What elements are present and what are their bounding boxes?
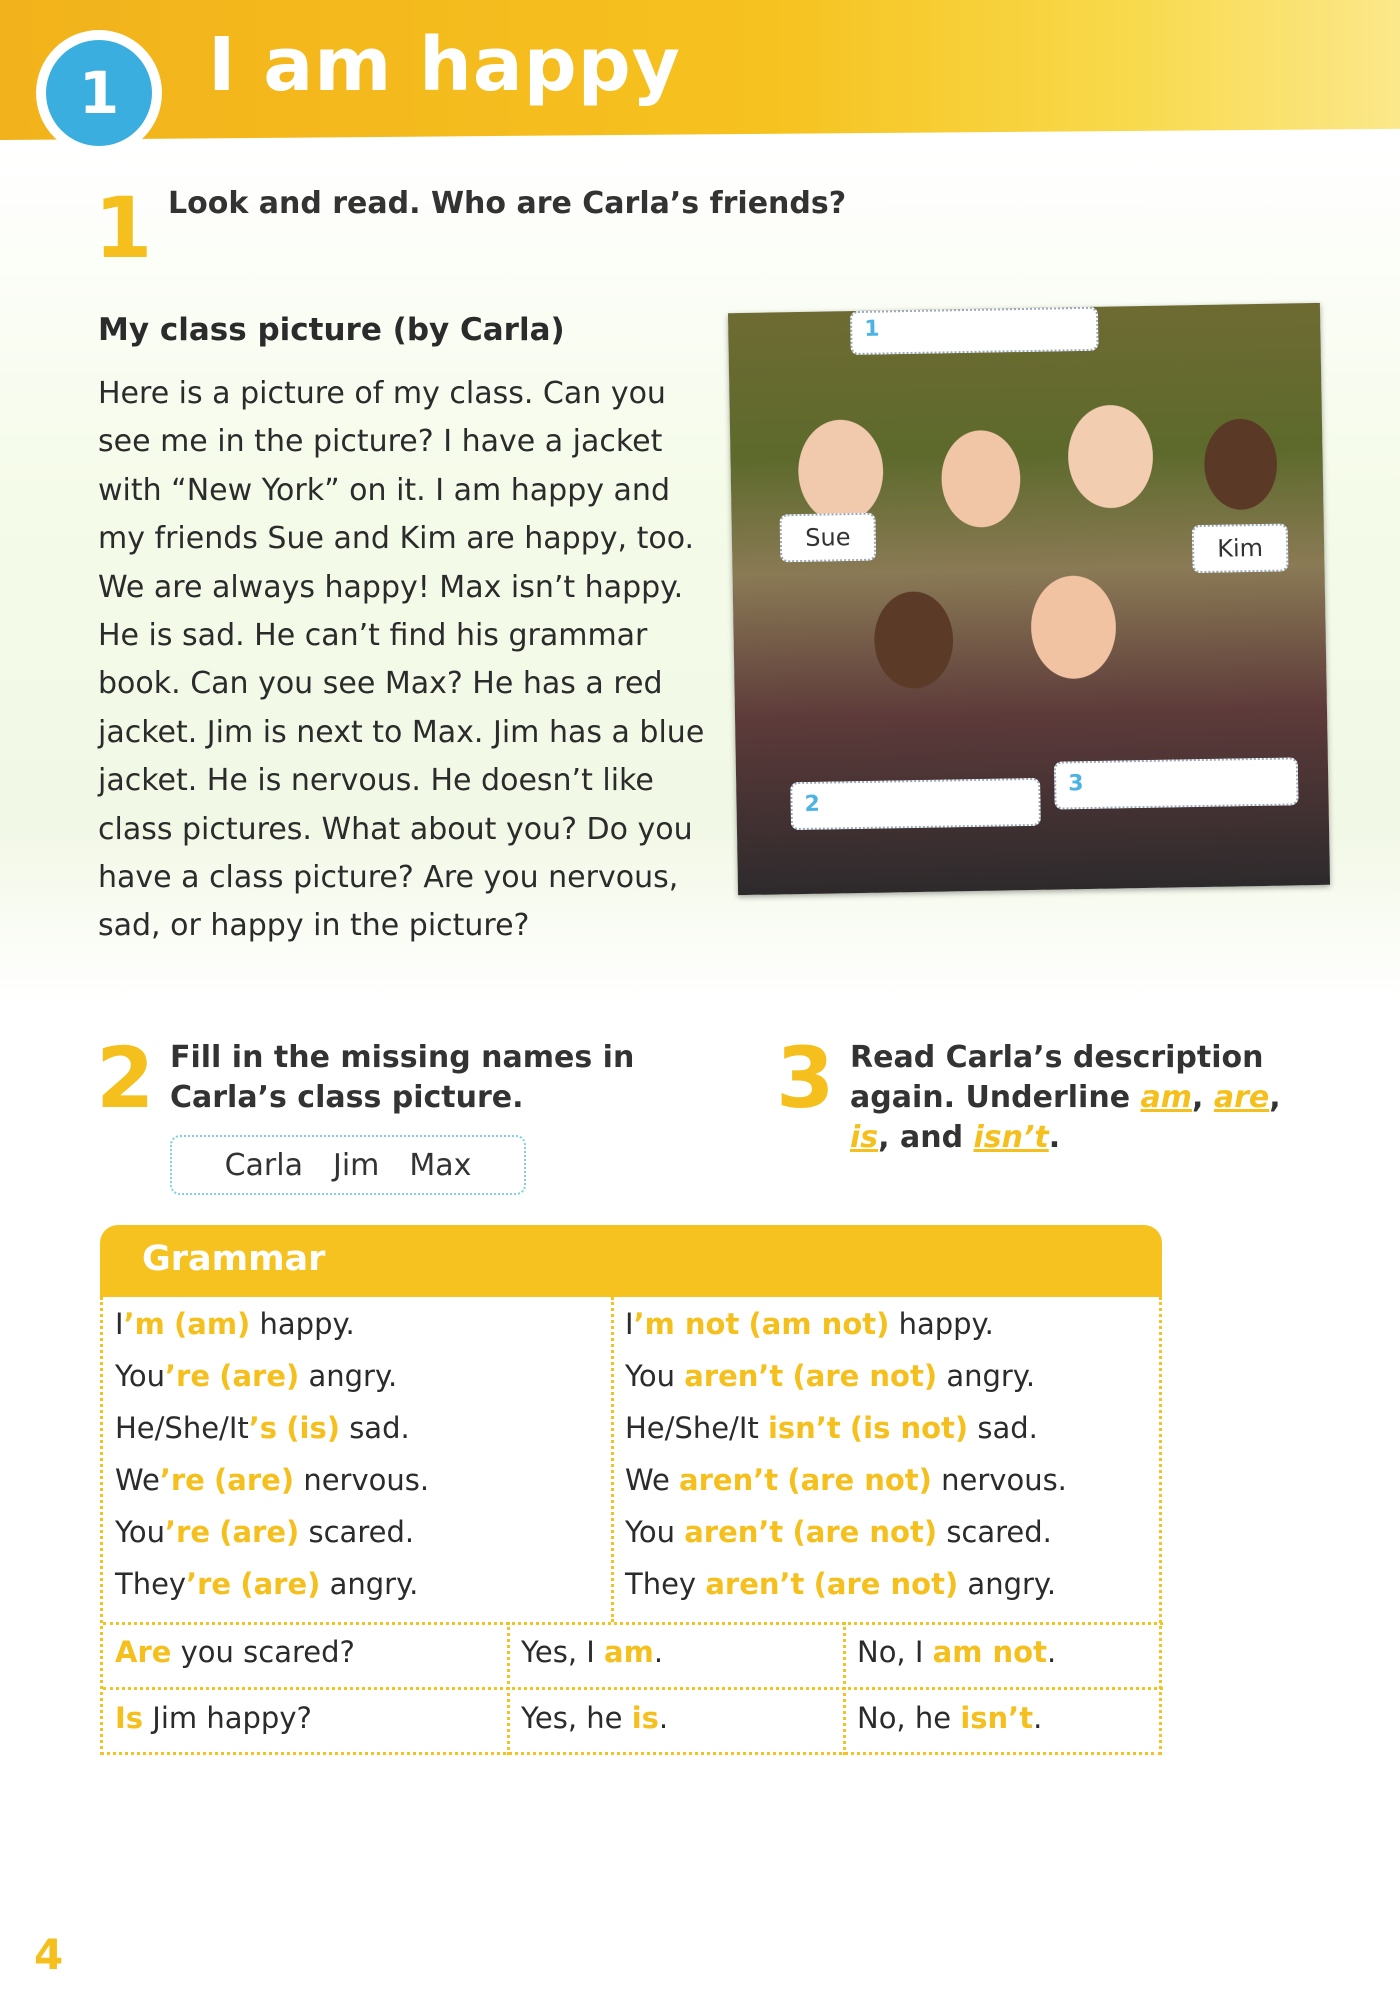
exercise-3-text: Read Carla’s description again. Underline <box>850 1040 1264 1115</box>
target-word: are <box>1213 1080 1270 1115</box>
grammar-title: Grammar <box>142 1239 326 1279</box>
photo-label-sue: Sue <box>779 513 876 563</box>
story-text: Here is a picture of my class. Can you see me in the picture? I have a jacket with “New York” on it. I am happy and my friends Sue and Kim are happy, too. We are always happy! Max isn’t happy. He is sad. He can’t find his grammar book. Can you see Max? He has a red jacket. Jim is next to Max. Jim has a blue jacket. He is nervous. He doesn’t like class pictures. What about you? Do you have a class picture? Are you nervous, sad, or happy in the picture? <box>98 376 705 944</box>
slot-number-1: 1 <box>864 316 880 342</box>
grammar-box <box>100 1225 1162 1755</box>
grammar-row: You aren’t (are not) scared. <box>625 1515 1052 1549</box>
grammar-row: I’m not (am not) happy. <box>625 1307 994 1341</box>
column-divider <box>843 1622 846 1755</box>
slot-number-2: 2 <box>804 791 821 817</box>
question-row: Are you scared? <box>115 1635 355 1669</box>
exercise-2-number: 2 <box>96 1029 155 1127</box>
grammar-row: They’re (are) angry. <box>115 1567 419 1601</box>
unit-number: 1 <box>46 40 152 146</box>
slot-number-3: 3 <box>1068 771 1084 797</box>
grammar-row: You aren’t (are not) angry. <box>625 1359 1036 1393</box>
target-word: am <box>1140 1080 1193 1115</box>
exercise-1-number: 1 <box>94 179 153 277</box>
page-number: 4 <box>34 1930 64 1979</box>
exercise-3-and: and <box>899 1120 964 1155</box>
grammar-table <box>100 1297 1162 1755</box>
name-option: Carla <box>224 1147 303 1183</box>
exercise-3-number: 3 <box>776 1029 835 1127</box>
grammar-row: I’m (am) happy. <box>115 1307 355 1341</box>
exercise-1-instruction: Look and read. Who are Carla’s friends? <box>168 186 847 221</box>
row-divider <box>103 1687 1163 1690</box>
answer-row: Yes, he is. <box>521 1701 669 1735</box>
answer-row: No, I am not. <box>857 1635 1057 1669</box>
name-slot-1[interactable] <box>850 307 1099 355</box>
grammar-row: They aren’t (are not) angry. <box>625 1567 1057 1601</box>
name-options-box <box>170 1135 526 1195</box>
grammar-row: You’re (are) scared. <box>115 1515 415 1549</box>
column-divider <box>507 1622 510 1755</box>
grammar-row: You’re (are) angry. <box>115 1359 398 1393</box>
grammar-header <box>100 1225 1162 1297</box>
name-slot-2[interactable] <box>790 778 1041 830</box>
target-word: is <box>850 1120 879 1155</box>
answer-row: No, he isn’t. <box>857 1701 1043 1735</box>
column-divider <box>611 1297 614 1622</box>
photo-label-kim: Kim <box>1192 523 1289 573</box>
question-row: Is Jim happy? <box>115 1701 312 1735</box>
grammar-row: He/She/It isn’t (is not) sad. <box>625 1411 1038 1445</box>
unit-title: I am happy <box>208 22 681 108</box>
name-slot-3[interactable] <box>1054 757 1299 809</box>
story-title: My class picture (by Carla) <box>98 312 565 348</box>
grammar-row: He/She/It’s (is) sad. <box>115 1411 410 1445</box>
grammar-row: We aren’t (are not) nervous. <box>625 1463 1067 1497</box>
target-word: isn’t <box>973 1120 1049 1155</box>
name-option: Jim <box>332 1147 380 1183</box>
exercise-2-instruction: Fill in the missing names in Carla’s class picture. <box>170 1040 635 1115</box>
name-option: Max <box>409 1147 472 1183</box>
row-divider <box>103 1622 1163 1625</box>
answer-row: Yes, I am. <box>521 1635 664 1669</box>
class-photo <box>728 303 1330 895</box>
unit-number-badge <box>36 30 162 156</box>
grammar-row: We’re (are) nervous. <box>115 1463 430 1497</box>
exercise-3-instruction: Read Carla’s description again. Underline am, are, is, and isn’t. <box>850 1040 1281 1155</box>
